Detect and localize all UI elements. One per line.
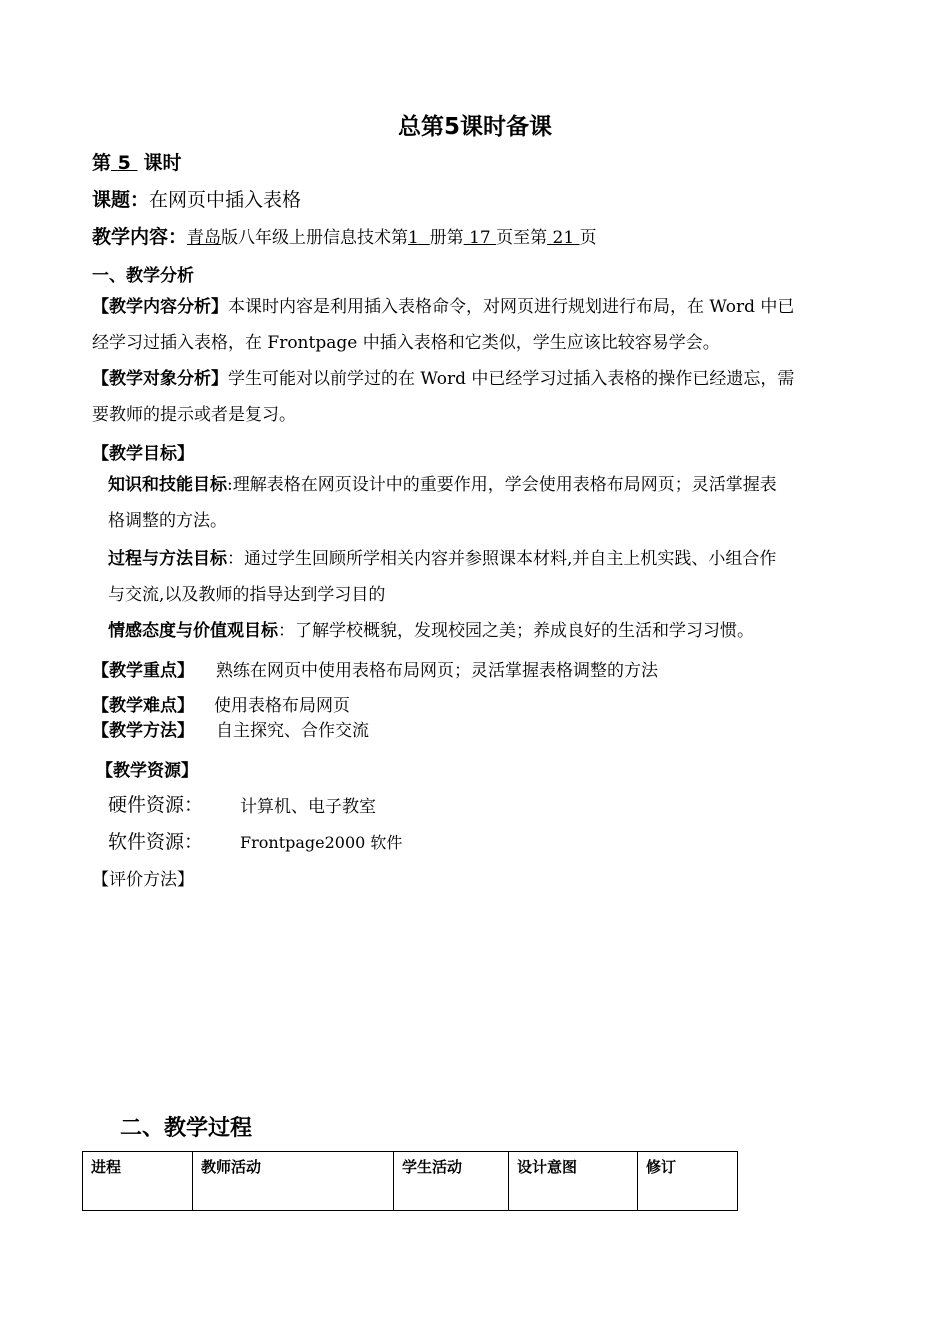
content-text3: 页至第 [496, 228, 548, 248]
difficulty-label: 【教学难点】 [92, 696, 194, 716]
key-point-value: 熟练在网页中使用表格布局网页；灵活掌握表格调整的方法 [216, 661, 658, 681]
process-goal-text1: ：通过学生回顾所学相关内容并参照课本材料,并自主上机实践、小组合作 [227, 549, 777, 569]
table-header-cell: 进程 [83, 1152, 193, 1211]
process-goal-line2: 与交流,以及教师的指导达到学习目的 [108, 585, 386, 605]
topic-line [92, 185, 301, 212]
process-goal-line1 [108, 541, 776, 577]
content-line [92, 222, 597, 249]
lesson-number-line [92, 148, 182, 175]
knowledge-goal-line2: 格调整的方法。 [108, 511, 227, 531]
lesson-number: 5 [117, 152, 131, 174]
goals-label: 【教学目标】 [92, 444, 194, 464]
content-analysis-text1: 本课时内容是利用插入表格命令，对网页进行规划进行布局，在 Word 中已 [228, 297, 795, 317]
lesson-prefix: 第 [92, 152, 112, 174]
software-label: 软件资源： [108, 831, 204, 853]
content-analysis-line1 [92, 289, 794, 325]
object-analysis-label: 【教学对象分析】 [92, 369, 228, 389]
section-process-heading: 二、教学过程 [120, 1116, 253, 1141]
knowledge-goal-label: 知识和技能目标 [108, 475, 227, 495]
key-point-line [92, 656, 658, 681]
method-label: 【教学方法】 [92, 721, 194, 741]
section-analysis-heading: 一、教学分析 [92, 266, 194, 286]
topic-value: 在网页中插入表格 [149, 189, 302, 211]
table-header-cell: 设计意图 [509, 1152, 638, 1211]
process-goal-label: 过程与方法目标 [108, 549, 227, 569]
content-text2: 册第 [429, 228, 464, 248]
method-value: 自主探究、合作交流 [216, 721, 369, 741]
evaluation-label: 【评价方法】 [92, 870, 194, 890]
difficulty-value: 使用表格布局网页 [214, 696, 350, 716]
content-analysis-line2: 经学习过插入表格，在 Frontpage 中插入表格和它类似，学生应该比较容易学会。 [92, 333, 720, 353]
page-title: 总第5课时备课 [397, 114, 552, 140]
software-value: Frontpage2000 软件 [240, 833, 403, 852]
knowledge-goal-text1: :理解表格在网页设计中的重要作用，学会使用表格布局网页；灵活掌握表 [227, 475, 777, 495]
resources-label: 【教学资源】 [96, 761, 198, 781]
table-header-cell: 教师活动 [193, 1152, 394, 1211]
knowledge-goal-line1 [108, 467, 777, 503]
method-line [92, 716, 369, 741]
object-analysis-text1: 学生可能对以前学过的在 Word 中已经学习过插入表格的操作已经遗忘，需 [228, 369, 795, 389]
table-row [83, 1152, 738, 1211]
table-header-cell: 修订 [638, 1152, 738, 1211]
emotion-goal-label: 情感态度与价值观目标 [108, 621, 278, 641]
object-analysis-line2: 要教师的提示或者是复习。 [92, 405, 296, 425]
content-publisher: 青岛 [187, 228, 222, 248]
table-header-cell: 学生活动 [394, 1152, 509, 1211]
content-page-from: 17 [469, 228, 491, 248]
emotion-goal-line [108, 613, 754, 649]
content-text1: 版八年级上册信息技术第 [221, 228, 409, 248]
content-label: 教学内容： [92, 226, 188, 248]
content-analysis-label: 【教学内容分析】 [92, 297, 228, 317]
process-table [82, 1151, 738, 1211]
emotion-goal-text: ：了解学校概貌，发现校园之美；养成良好的生活和学习习惯。 [278, 621, 754, 641]
lesson-suffix: 课时 [143, 152, 182, 174]
object-analysis-line1 [92, 361, 794, 397]
key-point-label: 【教学重点】 [92, 661, 194, 681]
topic-label: 课题： [92, 189, 150, 211]
content-page-to: 21 [552, 228, 575, 248]
hardware-label: 硬件资源： [108, 794, 204, 816]
content-volume: 1 [408, 228, 419, 248]
difficulty-line [92, 691, 350, 716]
content-text4: 页 [579, 228, 597, 248]
hardware-value: 计算机、电子教室 [240, 797, 376, 817]
